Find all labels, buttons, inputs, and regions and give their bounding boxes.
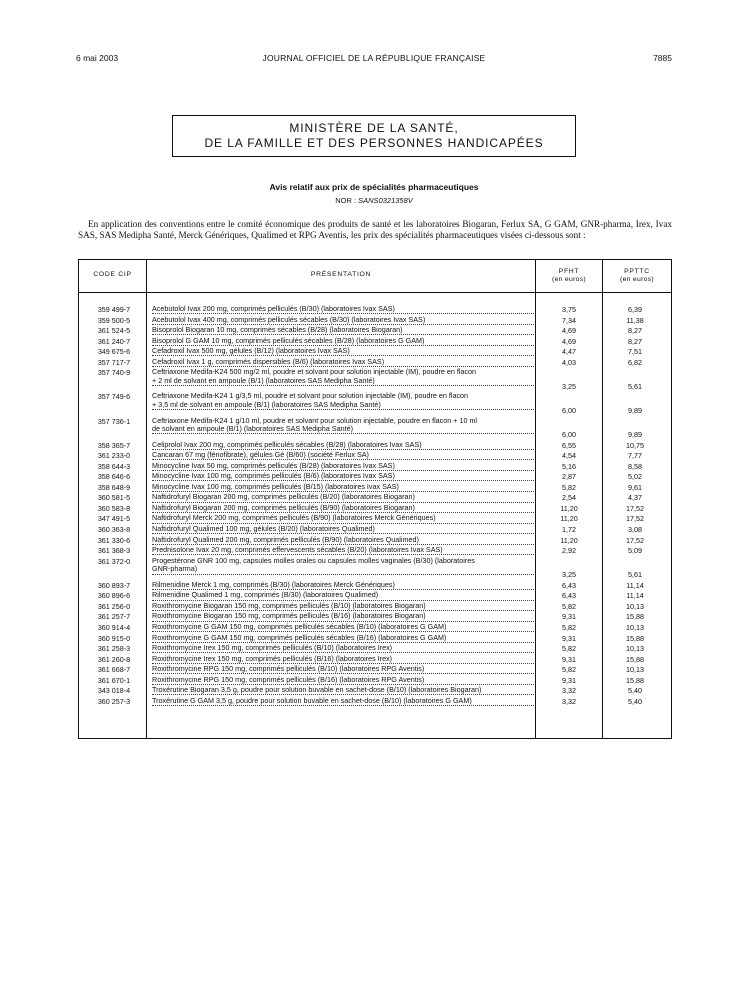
cell-presentation — [152, 665, 534, 674]
journal-title: JOURNAL OFFICIEL DE LA RÉPUBLIQUE FRANÇAISE — [262, 53, 486, 63]
nor-reference — [0, 196, 748, 205]
cell-code-cip: 343 018-4 — [97, 686, 131, 696]
intro-paragraph: En application des conventions entre le comité économique des produits de santé et les laboratoires Biogaran, Ferlux SA, G GAM, GNR-pharma, Irex, Ivax SAS, SAS Medipha Santé, Merck Génériques, Qualimed et RPG Aventis, les prix des spécialités pharmaceutiques visées ci-dessous sont : — [78, 219, 672, 240]
cell-pfht: 3,25 — [562, 570, 576, 580]
presentation-line: Bisoprolol G GAM 10 mg, comprimés pelliculés sécables (B/28) (laboratoires G GAM) — [152, 337, 534, 346]
header-code-cip: CODE CIP — [93, 271, 132, 278]
presentation-line: Celiprolol Ivax 200 mg, comprimés pelliculés sécables (B/28) (laboratoires Ivax SAS) — [152, 441, 534, 450]
price-table — [78, 259, 672, 739]
cell-pfht: 4,69 — [562, 336, 576, 346]
presentation-line: Naftidrofuryl Biogaran 200 mg, comprimés pelliculés (B/20) (laboratoires Biogaran) — [152, 493, 534, 502]
header-pfttc-unit: (en euros) — [620, 276, 654, 283]
cell-pfht: 7,34 — [562, 315, 576, 325]
presentation-line: Minocycline Ivax 100 mg, comprimés pelliculés (B/6) (laboratoires Ivax SAS) — [152, 472, 534, 481]
cell-code-cip: 360 257-3 — [97, 696, 131, 706]
cell-pfttc: 3,08 — [628, 525, 642, 534]
cell-pfht: 6,43 — [562, 591, 576, 601]
cell-code-cip: 358 648-9 — [97, 482, 131, 492]
cell-pfht: 6,00 — [562, 405, 576, 415]
cell-pfttc: 15,88 — [626, 633, 644, 643]
presentation-line: Acebutolol Ivax 200 mg, comprimés pelliculés (B/30) (laboratoires Ivax SAS) — [152, 305, 534, 314]
cell-pfht: 4,54 — [562, 451, 576, 461]
cell-pfttc: 4,37 — [628, 493, 642, 503]
presentation-line: GNR-pharma) — [152, 565, 534, 574]
cell-code-cip: 347 491-5 — [97, 514, 131, 524]
cell-pfht: 5,82 — [562, 665, 576, 675]
cell-presentation — [152, 441, 534, 450]
cell-pfht: 11,20 — [560, 503, 578, 513]
cell-pfttc: 7,77 — [628, 451, 642, 461]
cell-code-cip: 361 233-0 — [97, 451, 131, 461]
cell-pfttc: 15,88 — [626, 675, 644, 685]
presentation-line: + 2 ml de solvant en ampoule (B/1) (laboratoires SAS Medipha Santé) — [152, 377, 534, 386]
column-divider — [535, 260, 536, 738]
cell-code-cip: 360 583-8 — [97, 503, 131, 513]
cell-pfht: 4,69 — [562, 326, 576, 336]
cell-presentation — [152, 644, 534, 653]
cell-pfht: 11,20 — [560, 514, 578, 524]
presentation-line: Naftidrofuryl Qualimed 200 mg, comprimés pelliculés (B/90) (laboratoires Qualimed) — [152, 536, 534, 545]
cell-code-cip: 357 717-7 — [97, 357, 131, 367]
cell-pfttc: 15,88 — [626, 612, 644, 622]
cell-pfht: 3,75 — [562, 305, 576, 314]
cell-presentation — [152, 493, 534, 502]
cell-pfttc: 10,13 — [626, 644, 644, 654]
cell-pfttc: 5,09 — [628, 546, 642, 556]
cell-presentation — [152, 602, 534, 611]
nor-label: NOR : — [335, 196, 359, 205]
cell-pfttc: 9,89 — [628, 405, 642, 415]
cell-code-cip: 358 644-3 — [97, 461, 131, 471]
cell-presentation — [152, 472, 534, 481]
header-pfht — [536, 268, 602, 284]
cell-presentation — [152, 655, 534, 664]
cell-pfht: 4,03 — [562, 357, 576, 367]
presentation-line: Prednisolone Ivax 20 mg, comprimés effervescents sécables (B/20) (laboratoires Ivax SAS) — [152, 546, 534, 555]
cell-pfht: 9,31 — [562, 675, 576, 685]
presentation-line: Roxithromycine Irex 150 mg, comprimés pelliculés (B/16) (laboratoires Irex) — [152, 655, 534, 664]
header-pfttc — [603, 268, 671, 284]
cell-pfttc: 11,14 — [626, 591, 644, 601]
cell-code-cip: 361 256-0 — [97, 601, 131, 611]
presentation-line: Roxithromycine RPG 150 mg, comprimés pelliculés (B/16) (laboratoires RPG Aventis) — [152, 676, 534, 685]
cell-code-cip: 360 914-4 — [97, 622, 131, 632]
cell-pfht: 6,00 — [562, 430, 576, 440]
presentation-line: Naftidrofuryl Qualimed 100 mg, gélules (B/20) (laboratoires Qualimed) — [152, 525, 534, 534]
cell-presentation — [152, 504, 534, 513]
presentation-line: Rilmenidine Qualimed 1 mg, comprimés (B/30) (laboratoires Qualimed) — [152, 591, 534, 600]
header-pfttc-label: PPTTC — [624, 268, 650, 275]
cell-presentation — [152, 546, 534, 555]
cell-code-cip: 349 675-6 — [97, 347, 131, 357]
cell-presentation — [152, 581, 534, 590]
cell-pfht: 5,82 — [562, 622, 576, 632]
cell-code-cip: 361 257-7 — [97, 612, 131, 622]
page-date: 6 mai 2003 — [76, 53, 119, 63]
cell-presentation — [152, 591, 534, 600]
cell-pfht: 6,43 — [562, 580, 576, 590]
cell-code-cip: 361 372-0 — [97, 556, 131, 566]
cell-pfht: 5,82 — [562, 644, 576, 654]
cell-pfht: 4,47 — [562, 347, 576, 357]
cell-pfttc: 5,61 — [628, 570, 642, 580]
cell-presentation — [152, 483, 534, 492]
cell-pfht: 1,72 — [562, 525, 576, 534]
cell-presentation — [152, 392, 534, 410]
presentation-line: Ceftriaxone Medifa-K24 500 mg/2 ml, poudre et solvant pour solution injectable (IM), poudre en flacon — [152, 367, 477, 377]
cell-pfttc: 8,58 — [628, 461, 642, 471]
presentation-line: Naftidrofuryl Biogaran 200 mg, comprimés pelliculés (B/90) (laboratoires Biogaran) — [152, 504, 534, 513]
cell-code-cip: 361 260-8 — [97, 654, 131, 664]
cell-pfttc: 8,27 — [628, 336, 642, 346]
cell-pfttc: 11,14 — [626, 580, 644, 590]
cell-code-cip: 360 581-5 — [97, 493, 131, 503]
cell-presentation — [152, 326, 534, 335]
cell-pfttc: 9,89 — [628, 430, 642, 440]
presentation-line: Progestérone GNR 100 mg, capsules molles orales ou capsules molles vaginales (B/30) (laboratoires — [152, 555, 475, 565]
presentation-line: Naftidrofuryl Merck 200 mg, comprimés pelliculés (B/90) (laboratoires Merck Génériques) — [152, 514, 534, 523]
cell-code-cip: 361 668-7 — [97, 665, 131, 675]
presentation-line: Acebutolol Ivax 400 mg, comprimés pelliculés sécables (B/30) (laboratoires Ivax SAS) — [152, 316, 534, 325]
cell-presentation — [152, 316, 534, 325]
presentation-line: Roxithromycine RPG 150 mg, comprimés pelliculés (B/10) (laboratoires RPG Aventis) — [152, 665, 534, 674]
ministry-line-2: DE LA FAMILLE ET DES PERSONNES HANDICAPÉES — [204, 136, 544, 150]
cell-pfht: 3,25 — [562, 381, 576, 391]
ministry-box — [172, 115, 576, 157]
cell-pfht: 2,87 — [562, 472, 576, 482]
cell-code-cip: 360 893-7 — [97, 580, 131, 590]
presentation-line: Roxithromycine Biogaran 150 mg, comprimés pelliculés (B/10) (laboratoires Biogaran) — [152, 602, 534, 611]
cell-pfttc: 10,13 — [626, 622, 644, 632]
cell-pfttc: 5,61 — [628, 381, 642, 391]
cell-code-cip: 361 524-5 — [97, 326, 131, 336]
presentation-line: Roxithromycine Irex 150 mg, comprimés pelliculés (B/10) (laboratoires Irex) — [152, 644, 534, 653]
cell-pfht: 5,16 — [562, 461, 576, 471]
cell-pfttc: 11,38 — [626, 315, 644, 325]
presentation-line: Minocycline Ivax 50 mg, comprimés pelliculés (B/28) (laboratoires Ivax SAS) — [152, 462, 534, 471]
cell-presentation — [152, 347, 534, 356]
cell-pfttc: 9,61 — [628, 482, 642, 492]
cell-pfttc: 7,51 — [628, 347, 642, 357]
cell-code-cip: 360 915-0 — [97, 633, 131, 643]
cell-code-cip: 361 240-7 — [97, 336, 131, 346]
presentation-line: Cancaran 67 mg (fénofibrate), gélules Gé (B/60) (société Ferlux SA) — [152, 451, 534, 460]
cell-pfttc: 5,40 — [628, 686, 642, 696]
cell-code-cip: 358 646-6 — [97, 472, 131, 482]
cell-pfht: 3,32 — [562, 686, 576, 696]
cell-code-cip: 360 896-6 — [97, 591, 131, 601]
cell-pfttc: 10,13 — [626, 665, 644, 675]
cell-pfttc: 15,88 — [626, 654, 644, 664]
header-presentation: PRÉSENTATION — [310, 271, 372, 278]
cell-pfttc: 6,39 — [628, 305, 642, 314]
presentation-line: Minocycline Ivax 100 mg, comprimés pelliculés (B/15) (laboratoires Ivax SAS) — [152, 483, 534, 492]
cell-presentation — [152, 462, 534, 471]
column-divider — [602, 260, 603, 738]
cell-code-cip: 361 330-6 — [97, 535, 131, 545]
cell-code-cip: 358 365-7 — [97, 440, 131, 450]
cell-pfht: 5,82 — [562, 601, 576, 611]
nor-value: SANS0321358V — [358, 196, 413, 205]
presentation-line: Troxérutine G GAM 3,5 g, poudre pour solution buvable en sachet-dose (B/10) (laboratoires G GAM) — [152, 697, 534, 706]
ministry-line-1: MINISTÈRE DE LA SANTÉ, — [289, 121, 459, 135]
cell-pfht: 3,32 — [562, 696, 576, 706]
presentation-line: Cefadroxil Ivax 1 g, comprimés dispersibles (B/6) (laboratoires Ivax SAS) — [152, 358, 534, 367]
cell-pfttc: 5,02 — [628, 472, 642, 482]
presentation-line: de solvant en ampoule (B/1) (laboratoires SAS Medipha Santé) — [152, 425, 534, 434]
cell-code-cip: 359 500-5 — [97, 315, 131, 325]
notice-title: Avis relatif aux prix de spécialités pharmaceutiques — [269, 182, 479, 192]
presentation-line: Roxithromycine G GAM 150 mg, comprimés pelliculés sécables (B/16) (laboratoires G GAM) — [152, 634, 534, 643]
cell-pfttc: 8,27 — [628, 326, 642, 336]
cell-pfttc: 17,52 — [626, 514, 644, 524]
cell-pfttc: 17,52 — [626, 535, 644, 545]
cell-pfttc: 10,13 — [626, 601, 644, 611]
cell-presentation — [152, 676, 534, 685]
column-divider — [146, 260, 147, 738]
cell-code-cip: 361 368-3 — [97, 546, 131, 556]
cell-presentation — [152, 557, 534, 575]
cell-presentation — [152, 536, 534, 545]
cell-code-cip: 357 749-6 — [97, 392, 131, 402]
cell-pfht: 9,31 — [562, 612, 576, 622]
cell-pfttc: 10,75 — [626, 440, 644, 450]
cell-presentation — [152, 368, 534, 386]
presentation-line: Roxithromycine G GAM 150 mg, comprimés pelliculés sécables (B/10) (laboratoires G GAM) — [152, 623, 534, 632]
cell-presentation — [152, 686, 534, 695]
cell-pfht: 6,55 — [562, 440, 576, 450]
cell-pfht: 2,92 — [562, 546, 576, 556]
header-pfht-label: PFHT — [558, 268, 580, 275]
presentation-line: Troxérutine Biogaran 3,5 g, poudre pour solution buvable en sachet-dose (B/10) (laboratoires Biogaran) — [152, 686, 534, 695]
cell-pfht: 9,31 — [562, 654, 576, 664]
cell-pfttc: 5,40 — [628, 696, 642, 706]
cell-pfht: 9,31 — [562, 633, 576, 643]
cell-code-cip: 357 740-9 — [97, 368, 131, 378]
cell-pfht: 11,20 — [560, 535, 578, 545]
cell-pfttc: 17,52 — [626, 503, 644, 513]
cell-code-cip: 357 736-1 — [97, 416, 131, 426]
cell-presentation — [152, 612, 534, 621]
cell-presentation — [152, 634, 534, 643]
cell-presentation — [152, 417, 534, 435]
cell-pfttc: 6,82 — [628, 357, 642, 367]
presentation-line: Ceftriaxone Medifa-K24 1 g/3,5 ml, poudre et solvant pour solution injectable (IM), poudre en flacon — [152, 391, 469, 401]
cell-presentation — [152, 697, 534, 706]
presentation-line: + 3,5 ml de solvant en ampoule (B/1) (laboratoires SAS Medipha Santé) — [152, 401, 534, 410]
cell-code-cip: 360 363-8 — [97, 525, 131, 534]
cell-code-cip: 361 258-3 — [97, 644, 131, 654]
cell-pfht: 5,82 — [562, 482, 576, 492]
header-divider — [79, 292, 671, 293]
presentation-line: Cefadroxil Ivax 500 mg, gélules (B/12) (laboratoires Ivax SAS) — [152, 347, 534, 356]
cell-presentation — [152, 514, 534, 523]
cell-presentation — [152, 358, 534, 367]
cell-code-cip: 361 670-1 — [97, 675, 131, 685]
presentation-line: Rilmenidine Merck 1 mg, comprimés (B/30) (laboratoires Merck Génériques) — [152, 581, 534, 590]
presentation-line: Roxithromycine Biogaran 150 mg, comprimés pelliculés (B/16) (laboratoires Biogaran) — [152, 612, 534, 621]
presentation-line: Ceftriaxone Medifa-K24 1 g/10 ml, poudre et solvant pour solution injectable, poudre en flacon + 10 ml — [152, 415, 478, 425]
cell-presentation — [152, 623, 534, 632]
cell-code-cip: 359 499-7 — [97, 305, 131, 314]
page-number: 7885 — [653, 53, 672, 63]
cell-pfht: 2,54 — [562, 493, 576, 503]
header-pfht-unit: (en euros) — [552, 276, 586, 283]
cell-presentation — [152, 337, 534, 346]
cell-presentation — [152, 305, 534, 314]
cell-presentation — [152, 451, 534, 460]
cell-presentation — [152, 525, 534, 534]
presentation-line: Bisoprolol Biogaran 10 mg, comprimés sécables (B/28) (laboratoires Biogaran) — [152, 326, 534, 335]
